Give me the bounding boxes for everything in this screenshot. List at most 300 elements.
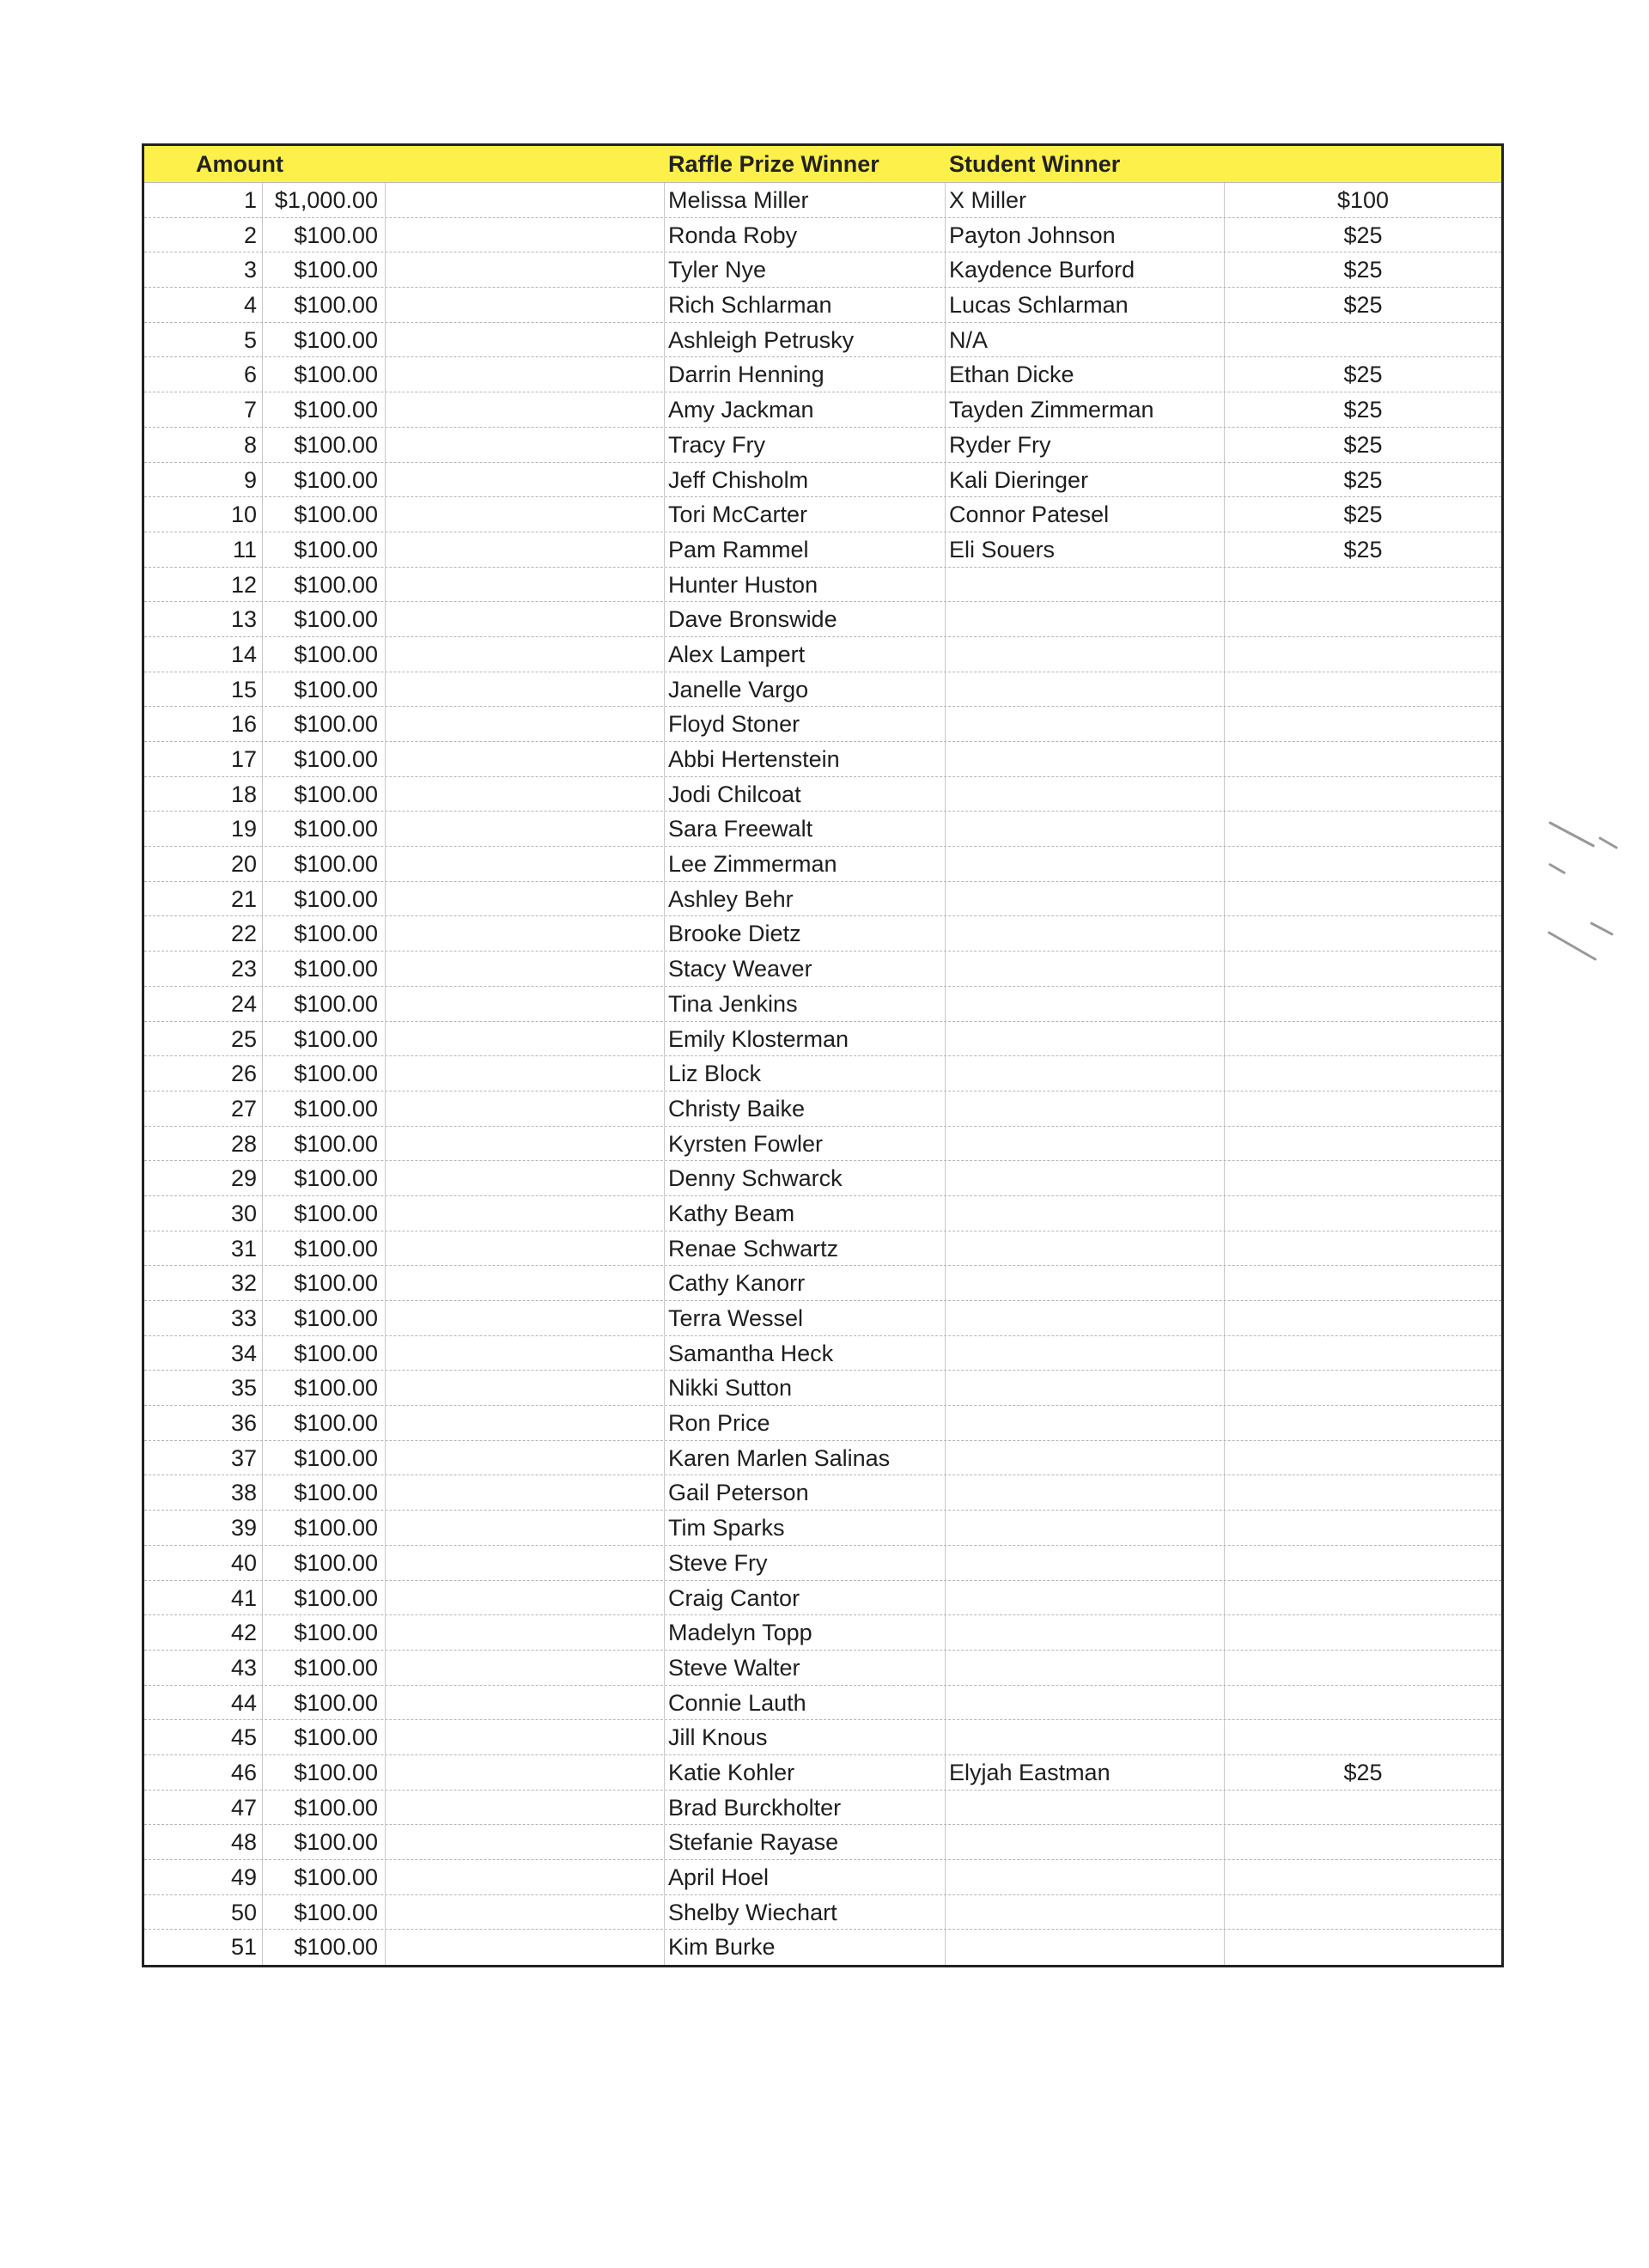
table-row xyxy=(144,1266,1501,1301)
raffle-winner-cell: Steve Fry xyxy=(665,1546,946,1580)
student-winner-cell xyxy=(946,1615,1225,1650)
amount-cell: $100.00 xyxy=(263,532,386,567)
raffle-winner-cell: Terra Wessel xyxy=(665,1301,946,1335)
amount-cell: $100.00 xyxy=(263,1825,386,1859)
table-row xyxy=(144,707,1501,742)
blank-cell xyxy=(386,1615,665,1650)
student-prize-cell: $25 xyxy=(1343,431,1383,458)
student-winner-cell xyxy=(946,637,1225,672)
row-number: 6 xyxy=(144,357,263,392)
blank-cell xyxy=(386,987,665,1021)
student-winner-cell xyxy=(946,987,1225,1021)
student-winner-cell xyxy=(946,1581,1225,1615)
student-winner-cell xyxy=(946,1930,1225,1965)
student-prize-cell xyxy=(1225,882,1501,916)
student-prize-cell xyxy=(1225,987,1501,1021)
blank-cell xyxy=(386,288,665,322)
student-prize-cell xyxy=(1225,1615,1501,1650)
student-prize-cell xyxy=(1225,1406,1501,1440)
row-number: 5 xyxy=(144,323,263,357)
row-number: 45 xyxy=(144,1720,263,1754)
raffle-winner-cell: Dave Bronswide xyxy=(665,602,946,636)
student-prize-cell xyxy=(1225,1266,1501,1300)
blank-cell xyxy=(386,1056,665,1091)
row-number: 9 xyxy=(144,463,263,497)
blank-cell xyxy=(386,812,665,846)
raffle-winner-cell: Kathy Beam xyxy=(665,1196,946,1231)
row-number: 26 xyxy=(144,1056,263,1091)
blank-cell xyxy=(386,183,665,217)
raffle-winner-cell: Denny Schwarck xyxy=(665,1161,946,1195)
table-row xyxy=(144,1615,1501,1651)
row-number: 12 xyxy=(144,568,263,602)
student-prize-cell xyxy=(1225,1825,1501,1859)
header-raffle-prize-winner: Raffle Prize Winner xyxy=(668,151,879,177)
blank-cell xyxy=(386,1825,665,1859)
raffle-winner-cell: Amy Jackman xyxy=(665,392,946,427)
amount-cell: $100.00 xyxy=(263,637,386,672)
amount-cell: $100.00 xyxy=(263,672,386,707)
blank-cell xyxy=(386,916,665,951)
blank-cell xyxy=(386,1091,665,1126)
amount-cell: $100.00 xyxy=(263,1266,386,1300)
table-row xyxy=(144,637,1501,672)
row-number: 35 xyxy=(144,1371,263,1405)
amount-cell: $100.00 xyxy=(263,1651,386,1685)
student-prize-cell xyxy=(1225,568,1501,602)
amount-cell: $100.00 xyxy=(263,1860,386,1894)
student-prize-cell xyxy=(1225,1231,1501,1266)
student-winner-cell xyxy=(946,1266,1225,1300)
raffle-winner-cell: Steve Walter xyxy=(665,1651,946,1685)
raffle-winner-cell: April Hoel xyxy=(665,1860,946,1894)
table-row xyxy=(144,252,1501,288)
blank-cell xyxy=(386,463,665,497)
student-winner-cell: N/A xyxy=(946,323,1225,357)
raffle-winner-cell: Darrin Henning xyxy=(665,357,946,392)
header-student-prize xyxy=(1225,146,1501,182)
student-winner-cell xyxy=(946,1441,1225,1475)
student-prize-cell xyxy=(1225,1441,1501,1475)
row-number: 44 xyxy=(144,1686,263,1720)
student-prize-cell: $25 xyxy=(1343,1759,1383,1785)
table-row xyxy=(144,1371,1501,1406)
amount-cell: $100.00 xyxy=(263,497,386,532)
student-prize-cell xyxy=(1225,1161,1501,1195)
row-number: 51 xyxy=(144,1930,263,1965)
student-prize-cell: $25 xyxy=(1343,257,1383,283)
table-row xyxy=(144,672,1501,708)
table-row xyxy=(144,1022,1501,1057)
blank-cell xyxy=(386,777,665,812)
table-row xyxy=(144,1720,1501,1755)
raffle-winner-cell: Liz Block xyxy=(665,1056,946,1091)
student-winner-cell: Ethan Dicke xyxy=(946,357,1225,392)
student-winner-cell xyxy=(946,1161,1225,1195)
amount-cell: $100.00 xyxy=(263,1930,386,1965)
raffle-winner-cell: Craig Cantor xyxy=(665,1581,946,1615)
blank-cell xyxy=(386,1720,665,1754)
student-winner-cell xyxy=(946,1791,1225,1825)
student-prize-cell: $100 xyxy=(1336,187,1390,213)
amount-cell: $100.00 xyxy=(263,288,386,322)
raffle-winner-cell: Samantha Heck xyxy=(665,1336,946,1371)
student-winner-cell: X Miller xyxy=(946,183,1225,217)
blank-cell xyxy=(386,392,665,427)
amount-cell: $100.00 xyxy=(263,1475,386,1510)
raffle-winner-cell: Stefanie Rayase xyxy=(665,1825,946,1859)
student-winner-cell xyxy=(946,882,1225,916)
raffle-winner-cell: Janelle Vargo xyxy=(665,672,946,707)
scan-stray-marks xyxy=(1537,816,1632,988)
table-row xyxy=(144,1511,1501,1546)
amount-cell: $100.00 xyxy=(263,1371,386,1405)
amount-cell: $100.00 xyxy=(263,777,386,812)
row-number: 29 xyxy=(144,1161,263,1195)
student-prize-cell xyxy=(1225,1196,1501,1231)
blank-cell xyxy=(386,252,665,287)
table-row xyxy=(144,1161,1501,1196)
blank-cell xyxy=(386,218,665,252)
student-prize-cell xyxy=(1225,1860,1501,1894)
student-winner-cell xyxy=(946,1336,1225,1371)
student-prize-cell: $25 xyxy=(1343,362,1383,388)
student-prize-cell xyxy=(1225,952,1501,986)
row-number: 8 xyxy=(144,428,263,462)
raffle-winner-cell: Pam Rammel xyxy=(665,532,946,567)
student-prize-cell xyxy=(1225,916,1501,951)
amount-cell: $100.00 xyxy=(263,952,386,986)
blank-cell xyxy=(386,1860,665,1894)
blank-cell xyxy=(386,707,665,741)
raffle-winner-cell: Abbi Hertenstein xyxy=(665,742,946,776)
row-number: 47 xyxy=(144,1791,263,1825)
row-number: 2 xyxy=(144,218,263,252)
row-number: 21 xyxy=(144,882,263,916)
student-prize-cell xyxy=(1225,672,1501,707)
blank-cell xyxy=(386,742,665,776)
student-prize-cell xyxy=(1225,1056,1501,1091)
table-row xyxy=(144,812,1501,847)
student-prize-cell xyxy=(1225,1127,1501,1161)
raffle-winner-cell: Jeff Chisholm xyxy=(665,463,946,497)
raffle-winner-cell: Ashley Behr xyxy=(665,882,946,916)
student-prize-cell xyxy=(1225,1336,1501,1371)
student-winner-cell xyxy=(946,568,1225,602)
blank-cell xyxy=(386,1406,665,1440)
blank-cell xyxy=(386,1441,665,1475)
amount-cell: $100.00 xyxy=(263,568,386,602)
row-number: 48 xyxy=(144,1825,263,1859)
raffle-winner-cell: Brad Burckholter xyxy=(665,1791,946,1825)
amount-cell: $100.00 xyxy=(263,707,386,741)
table-header-row xyxy=(144,146,1501,183)
student-prize-cell xyxy=(1225,1581,1501,1615)
student-winner-cell xyxy=(946,812,1225,846)
student-winner-cell: Eli Souers xyxy=(946,532,1225,567)
raffle-winner-cell: Melissa Miller xyxy=(665,183,946,217)
row-number: 22 xyxy=(144,916,263,951)
amount-cell: $100.00 xyxy=(263,1406,386,1440)
amount-cell: $100.00 xyxy=(263,1091,386,1126)
blank-cell xyxy=(386,1161,665,1195)
row-number: 7 xyxy=(144,392,263,427)
blank-cell xyxy=(386,1791,665,1825)
table-row xyxy=(144,392,1501,428)
student-winner-cell xyxy=(946,1127,1225,1161)
header-blank xyxy=(386,146,665,182)
student-prize-cell xyxy=(1225,1720,1501,1754)
amount-cell: $100.00 xyxy=(263,1546,386,1580)
amount-cell: $100.00 xyxy=(263,1791,386,1825)
row-number: 39 xyxy=(144,1511,263,1545)
table-row xyxy=(144,1581,1501,1616)
student-winner-cell: Tayden Zimmerman xyxy=(946,392,1225,427)
raffle-winner-cell: Kim Burke xyxy=(665,1930,946,1965)
table-row xyxy=(144,1895,1501,1931)
raffle-winner-cell: Tracy Fry xyxy=(665,428,946,462)
row-number: 24 xyxy=(144,987,263,1021)
table-row xyxy=(144,1686,1501,1721)
row-number: 42 xyxy=(144,1615,263,1650)
student-prize-cell xyxy=(1225,1022,1501,1056)
blank-cell xyxy=(386,882,665,916)
table-row xyxy=(144,742,1501,777)
student-winner-cell xyxy=(946,1371,1225,1405)
raffle-winner-cell: Tina Jenkins xyxy=(665,987,946,1021)
raffle-winner-cell: Ron Price xyxy=(665,1406,946,1440)
table-row xyxy=(144,882,1501,917)
row-number: 33 xyxy=(144,1301,263,1335)
student-prize-cell: $25 xyxy=(1343,292,1383,319)
blank-cell xyxy=(386,637,665,672)
amount-cell: $100.00 xyxy=(263,1127,386,1161)
amount-cell: $100.00 xyxy=(263,1581,386,1615)
student-winner-cell xyxy=(946,1546,1225,1580)
row-number: 46 xyxy=(144,1755,263,1790)
row-number: 32 xyxy=(144,1266,263,1300)
amount-cell: $100.00 xyxy=(263,1196,386,1231)
raffle-winner-cell: Karen Marlen Salinas xyxy=(665,1441,946,1475)
row-number: 11 xyxy=(144,532,263,567)
raffle-winner-cell: Nikki Sutton xyxy=(665,1371,946,1405)
row-number: 19 xyxy=(144,812,263,846)
row-number: 17 xyxy=(144,742,263,776)
blank-cell xyxy=(386,1371,665,1405)
student-winner-cell xyxy=(946,952,1225,986)
row-number: 10 xyxy=(144,497,263,532)
row-number: 27 xyxy=(144,1091,263,1126)
row-number: 13 xyxy=(144,602,263,636)
table-row xyxy=(144,1301,1501,1336)
table-row xyxy=(144,568,1501,603)
row-number: 43 xyxy=(144,1651,263,1685)
student-prize-cell xyxy=(1225,637,1501,672)
amount-cell: $100.00 xyxy=(263,1336,386,1371)
blank-cell xyxy=(386,497,665,532)
raffle-winner-cell: Ashleigh Petrusky xyxy=(665,323,946,357)
table-row xyxy=(144,532,1501,568)
blank-cell xyxy=(386,1475,665,1510)
table-row xyxy=(144,1791,1501,1826)
amount-cell: $100.00 xyxy=(263,1231,386,1266)
row-number: 41 xyxy=(144,1581,263,1615)
row-number: 23 xyxy=(144,952,263,986)
student-prize-cell xyxy=(1225,602,1501,636)
amount-cell: $100.00 xyxy=(263,1615,386,1650)
amount-cell: $100.00 xyxy=(263,602,386,636)
raffle-winner-cell: Hunter Huston xyxy=(665,568,946,602)
table-row xyxy=(144,1930,1501,1965)
row-number: 1 xyxy=(144,183,263,217)
raffle-winner-cell: Renae Schwartz xyxy=(665,1231,946,1266)
row-number: 36 xyxy=(144,1406,263,1440)
table-row xyxy=(144,952,1501,987)
student-winner-cell xyxy=(946,1231,1225,1266)
student-winner-cell: Kaydence Burford xyxy=(946,252,1225,287)
amount-cell: $100.00 xyxy=(263,882,386,916)
amount-cell: $100.00 xyxy=(263,428,386,462)
raffle-winner-cell: Connie Lauth xyxy=(665,1686,946,1720)
table-row xyxy=(144,323,1501,358)
student-winner-cell: Kali Dieringer xyxy=(946,463,1225,497)
amount-cell: $100.00 xyxy=(263,812,386,846)
student-prize-cell xyxy=(1225,742,1501,776)
student-prize-cell: $25 xyxy=(1343,502,1383,528)
row-number: 14 xyxy=(144,637,263,672)
blank-cell xyxy=(386,1581,665,1615)
table-row xyxy=(144,1196,1501,1231)
blank-cell xyxy=(386,1301,665,1335)
student-prize-cell xyxy=(1225,1791,1501,1825)
blank-cell xyxy=(386,1266,665,1300)
row-number: 16 xyxy=(144,707,263,741)
blank-cell xyxy=(386,672,665,707)
table-row xyxy=(144,847,1501,882)
student-winner-cell xyxy=(946,916,1225,951)
raffle-winner-cell: Alex Lampert xyxy=(665,637,946,672)
row-number: 50 xyxy=(144,1895,263,1930)
student-winner-cell xyxy=(946,1475,1225,1510)
blank-cell xyxy=(386,847,665,881)
student-winner-cell xyxy=(946,1301,1225,1335)
row-number: 15 xyxy=(144,672,263,707)
student-prize-cell xyxy=(1225,1895,1501,1930)
student-winner-cell: Payton Johnson xyxy=(946,218,1225,252)
table-row xyxy=(144,1441,1501,1476)
table-row xyxy=(144,1231,1501,1267)
row-number: 40 xyxy=(144,1546,263,1580)
table-row xyxy=(144,1651,1501,1686)
student-prize-cell: $25 xyxy=(1343,397,1383,423)
blank-cell xyxy=(386,602,665,636)
student-prize-cell xyxy=(1225,1511,1501,1545)
table-row xyxy=(144,1860,1501,1895)
blank-cell xyxy=(386,568,665,602)
row-number: 4 xyxy=(144,288,263,322)
student-prize-cell: $25 xyxy=(1343,536,1383,562)
row-number: 20 xyxy=(144,847,263,881)
student-winner-cell xyxy=(946,1406,1225,1440)
student-prize-cell xyxy=(1225,323,1501,357)
raffle-winner-cell: Kyrsten Fowler xyxy=(665,1127,946,1161)
amount-cell: $100.00 xyxy=(263,323,386,357)
table-row xyxy=(144,602,1501,637)
raffle-winner-cell: Christy Baike xyxy=(665,1091,946,1126)
student-prize-cell xyxy=(1225,847,1501,881)
student-winner-cell xyxy=(946,1860,1225,1894)
blank-cell xyxy=(386,1651,665,1685)
student-winner-cell xyxy=(946,707,1225,741)
amount-cell: $100.00 xyxy=(263,1686,386,1720)
table-row xyxy=(144,1546,1501,1581)
amount-cell: $1,000.00 xyxy=(263,183,386,217)
table-row xyxy=(144,1091,1501,1127)
blank-cell xyxy=(386,532,665,567)
student-winner-cell xyxy=(946,1825,1225,1859)
row-number: 31 xyxy=(144,1231,263,1266)
student-winner-cell: Elyjah Eastman xyxy=(946,1755,1225,1790)
student-prize-cell: $25 xyxy=(1343,222,1383,248)
table-row xyxy=(144,1755,1501,1791)
row-number: 28 xyxy=(144,1127,263,1161)
student-prize-cell xyxy=(1225,1546,1501,1580)
amount-cell: $100.00 xyxy=(263,463,386,497)
raffle-winner-cell: Brooke Dietz xyxy=(665,916,946,951)
header-student-winner: Student Winner xyxy=(949,151,1121,177)
student-winner-cell xyxy=(946,672,1225,707)
amount-cell: $100.00 xyxy=(263,1161,386,1195)
table-row xyxy=(144,288,1501,323)
raffle-winner-cell: Lee Zimmerman xyxy=(665,847,946,881)
row-number: 30 xyxy=(144,1196,263,1231)
amount-cell: $100.00 xyxy=(263,1720,386,1754)
raffle-winner-cell: Gail Peterson xyxy=(665,1475,946,1510)
raffle-winner-cell: Jill Knous xyxy=(665,1720,946,1754)
amount-cell: $100.00 xyxy=(263,1511,386,1545)
student-prize-cell xyxy=(1225,1371,1501,1405)
blank-cell xyxy=(386,1895,665,1930)
table-body xyxy=(144,183,1501,1965)
table-row xyxy=(144,428,1501,463)
raffle-winner-cell: Emily Klosterman xyxy=(665,1022,946,1056)
row-number: 18 xyxy=(144,777,263,812)
table-row xyxy=(144,357,1501,392)
student-prize-cell xyxy=(1225,1651,1501,1685)
raffle-winner-cell: Katie Kohler xyxy=(665,1755,946,1790)
student-winner-cell xyxy=(946,1686,1225,1720)
table-row xyxy=(144,1406,1501,1441)
raffle-winner-cell: Shelby Wiechart xyxy=(665,1895,946,1930)
student-winner-cell xyxy=(946,1196,1225,1231)
amount-cell: $100.00 xyxy=(263,1022,386,1056)
student-winner-cell xyxy=(946,1651,1225,1685)
blank-cell xyxy=(386,1755,665,1790)
student-winner-cell xyxy=(946,742,1225,776)
student-winner-cell xyxy=(946,1720,1225,1754)
amount-cell: $100.00 xyxy=(263,1441,386,1475)
student-winner-cell xyxy=(946,1056,1225,1091)
student-winner-cell xyxy=(946,847,1225,881)
table-row xyxy=(144,1127,1501,1162)
student-prize-cell xyxy=(1225,1301,1501,1335)
amount-cell: $100.00 xyxy=(263,1755,386,1790)
student-winner-cell: Connor Patesel xyxy=(946,497,1225,532)
blank-cell xyxy=(386,428,665,462)
table-row xyxy=(144,1056,1501,1091)
raffle-winner-cell: Tyler Nye xyxy=(665,252,946,287)
student-prize-cell xyxy=(1225,1091,1501,1126)
